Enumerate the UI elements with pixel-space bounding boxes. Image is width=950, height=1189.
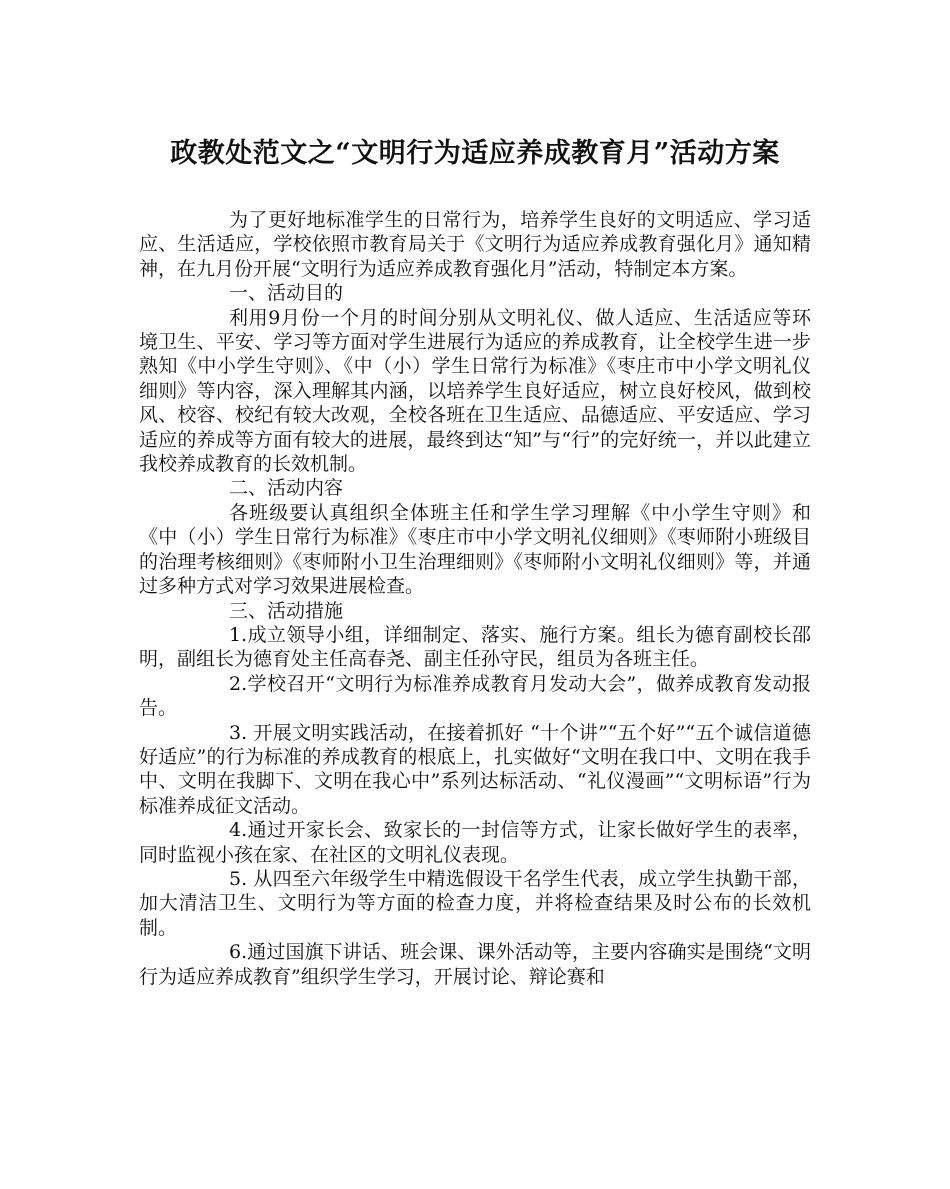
section-heading-measures: 三、活动措施 (229, 599, 344, 622)
measure-item-5: 5. 从四至六年级学生中精选假设干名学生代表，成立学生执勤干部，加大清洁卫生、文明行为等方面的检查力度，并将检查结果及时公布的长效机制。 (139, 867, 811, 939)
measure-item-1: 1.成立领导小组，详细制定、落实、施行方案。组长为德育副校长邵明，副组长为德育处主任高春尧、副主任孙守民，组员为各班主任。 (139, 623, 811, 671)
paragraph-content: 各班级要认真组织全体班主任和学生学习理解《中小学生守则》和《中（小）学生日常行为标准》《枣庄市中小学文明礼仪细则》《枣师附小班级目的治理考核细则》《枣师附小卫生治理细则》《枣师附小文明礼仪细则》等，并通过多种方式对学习效果进展检查。 (139, 501, 811, 598)
paragraph-purpose: 利用9月份一个月的时间分别从文明礼仪、做人适应、生活适应等环境卫生、平安、学习等方面对学生进展行为适应的养成教育，让全校学生进一步熟知《中小学生守则》、《中（小）学生日常行为标准》《枣庄市中小学文明礼仪细则》等内容，深入理解其内涵，以培养学生良好适应，树立良好校风，做到校风、校容、校纪有较大改观，全校各班在卫生适应、品德适应、平安适应、学习适应的养成等方面有较大的进展，最终到达“知”与“行”的完好统一，并以此建立我校养成教育的长效机制。 (139, 306, 811, 476)
paragraph-intro: 为了更好地标准学生的日常行为，培养学生良好的文明适应、学习适应、生活适应，学校依照市教育局关于《文明行为适应养成教育强化月》通知精神，在九月份开展“文明行为适应养成教育强化月”活动，特制定本方案。 (139, 209, 811, 280)
measure-item-4: 4.通过开家长会、致家长的一封信等方式，让家长做好学生的表率，同时监视小孩在家、在社区的文明礼仪表现。 (139, 819, 811, 866)
section-heading-purpose: 一、活动目的 (229, 282, 344, 305)
measure-item-2: 2.学校召开“文明行为标准养成教育月发动大会”，做养成教育发动报告。 (139, 672, 811, 720)
document-body (139, 208, 811, 989)
measure-item-6: 6.通过国旗下讲话、班会课、课外活动等，主要内容确实是围绕“文明行为适应养成教育”组织学生学习，开展讨论、辩论赛和 (139, 941, 811, 988)
measure-item-3: 3. 开展文明实践活动，在接着抓好 “十个讲”“五个好”“五个诚信道德好适应”的行为标准的养成教育的根底上，扎实做好“文明在我口中、文明在我手中、文明在我脚下、文明在我心中”系列达标活动、“礼仪漫画”“文明标语”行为标准养成征文活动。 (139, 721, 811, 817)
section-heading-content: 二、活动内容 (229, 477, 344, 500)
document-title: 政教处范文之“文明行为适应养成教育月”活动方案 (170, 138, 780, 169)
